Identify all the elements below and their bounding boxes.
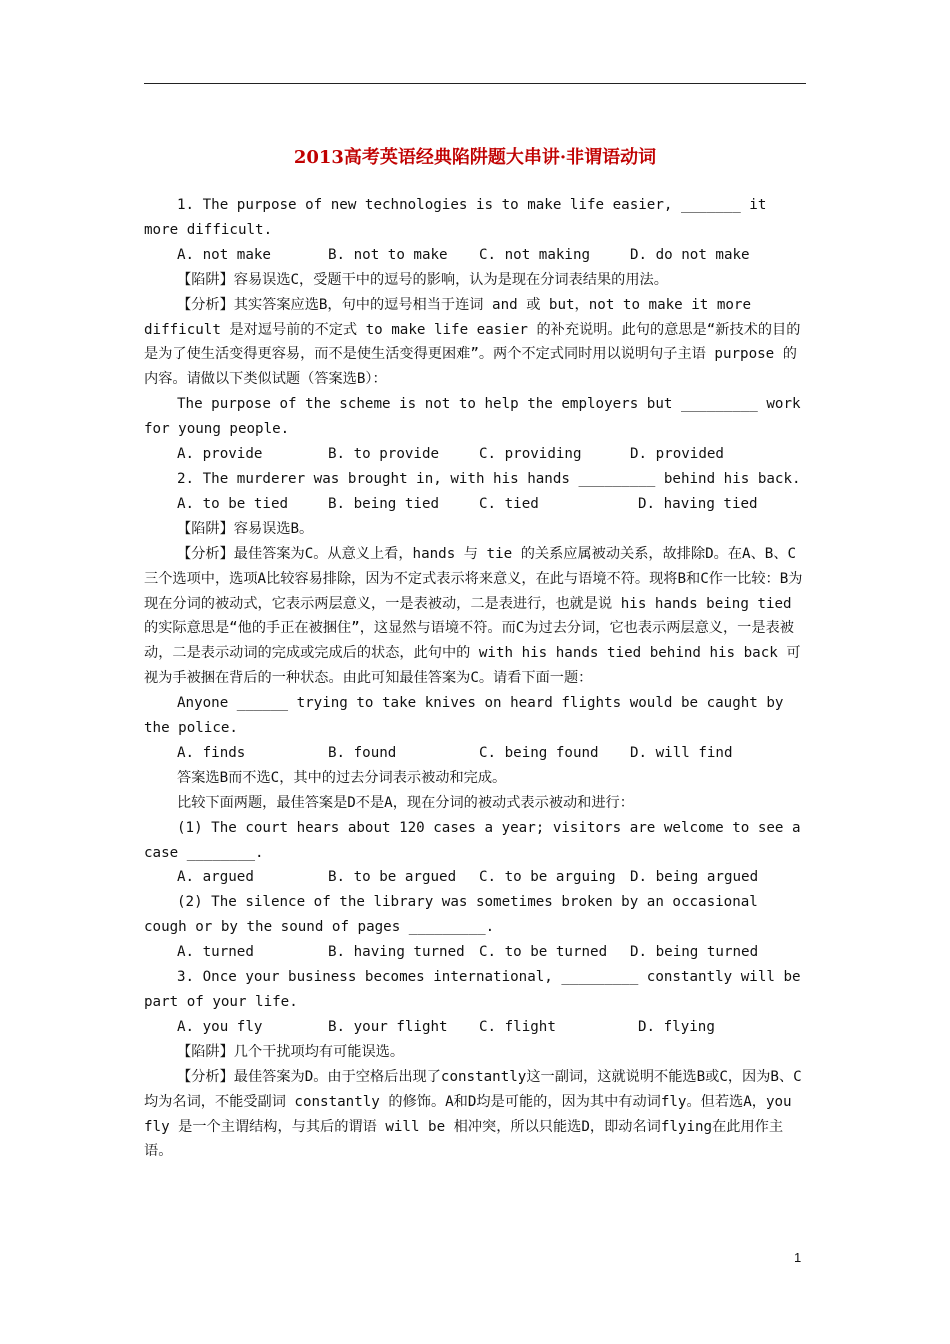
question-2-options — [144, 492, 806, 517]
q2-sub2-option-a: A. turned — [177, 944, 254, 961]
q1-option-c: C. not making — [479, 246, 591, 263]
page-title: 2013高考英语经典陷阱题大串讲·非谓语动词 — [293, 147, 657, 168]
q2s-option-c: C. being found — [479, 744, 599, 761]
q2s-option-a: A. finds — [177, 744, 246, 761]
q2s-option-b: B. found — [328, 744, 397, 761]
q1-option-a: A. not make — [177, 246, 271, 263]
q2-option-d: D. having tied — [638, 495, 758, 512]
q2-sub1-options — [144, 865, 806, 890]
q2-sub1-option-b: B. to be argued — [328, 869, 457, 886]
q2-option-a: A. to be tied — [177, 495, 289, 512]
q3-option-c: C. flight — [479, 1018, 556, 1035]
q3-trap: 【陷阱】几个干扰项均有可能误选。 — [177, 1043, 405, 1060]
q1-similar-stem: The purpose of the scheme is not to help the employers but _________ work for young people. — [144, 396, 801, 438]
q3-option-a: A. you fly — [177, 1018, 263, 1035]
q2-sub1-option-d: D. being argued — [630, 869, 759, 886]
q3-option-d: D. flying — [638, 1018, 715, 1035]
q2-compare-intro: 比较下面两题，最佳答案是D不是A，现在分词的被动式表示被动和进行： — [177, 794, 634, 811]
q2-sub2-stem: (2) The silence of the library was sometimes broken by an occasional cough or by the sound of pages _________. — [144, 894, 758, 936]
q2-sub2-option-c: C. to be turned — [479, 944, 608, 961]
page-number: 1 — [794, 1250, 802, 1265]
q2-note: 答案选B而不选C，其中的过去分词表示被动和完成。 — [177, 769, 507, 786]
q1s-option-a: A. provide — [177, 446, 263, 463]
q1-option-d: D. do not make — [630, 246, 750, 263]
q2-sub2-options — [144, 940, 806, 965]
q2-similar-stem: Anyone ______ trying to take knives on heard flights would be caught by the police. — [144, 695, 784, 737]
q2-option-c: C. tied — [479, 495, 539, 512]
q2-sub1-stem: (1) The court hears about 120 cases a year; visitors are welcome to see a case ________. — [144, 819, 801, 861]
q2-option-b: B. being tied — [328, 495, 440, 512]
q2-similar-options — [144, 741, 806, 766]
document-body — [144, 193, 806, 1164]
q1-trap: 【陷阱】容易误选C，受题干中的逗号的影响，认为是现在分词表结果的用法。 — [177, 271, 668, 288]
q3-option-b: B. your flight — [328, 1018, 448, 1035]
question-3-stem: 3. Once your business becomes international, _________ constantly will be part of your life. — [144, 969, 801, 1010]
q1-analysis: 【分析】其实答案应选B，句中的逗号相当于连词 and 或 but，not to make it more difficult 是对逗号前的不定式 to make life easier 的补充说明。此句的意思是“新技术的目的是为了使生活变得更容易，而不是使生活变得更困难”。两个不定式同时用以说明句子主语 purpose 的内容。请做以下类似试题（答案选B）： — [144, 296, 801, 388]
q2-sub1-option-c: C. to be arguing — [479, 869, 616, 886]
q2-sub2-option-b: B. having turned — [328, 944, 465, 961]
question-1-stem: 1. The purpose of new technologies is to make life easier, _______ it more difficult. — [144, 197, 767, 238]
question-2-stem: 2. The murderer was brought in, with his hands _________ behind his back. — [177, 470, 801, 487]
q1-similar-options — [144, 442, 806, 467]
question-3-options — [144, 1015, 806, 1040]
q2-analysis: 【分析】最佳答案为C。从意义上看，hands 与 tie 的关系应属被动关系，故排除D。在A、B、C三个选项中，选项A比较容易排除，因为不定式表示将来意义，在此与语境不符。现将B和C作一比较：B为现在分词的被动式，它表示两层意义，一是表被动，二是表进行，也就是说 his hands being tied 的实际意思是“他的手正在被捆住”，这显然与语境不符。而C为过去分词，它也表示两层意义，一是表被动，二是表示动词的完成或完成后的状态，此句中的 with his hands tied behind his back 可视为手被捆在背后的一种状态。由此可知最佳答案为C。请看下面一题： — [144, 545, 803, 687]
q2-sub2-option-d: D. being turned — [630, 944, 759, 961]
q1s-option-b: B. to provide — [328, 446, 440, 463]
q1s-option-c: C. providing — [479, 446, 582, 463]
q3-analysis: 【分析】最佳答案为D。由于空格后出现了constantly这一副词，这就说明不能选B或C，因为B、C均为名词，不能受副词 constantly 的修饰。A和D均是可能的，因为其中有动词fly。但若选A，you fly 是一个主谓结构，与其后的谓语 will be 相冲突，所以只能选D，即动名词flying在此用作主语。 — [144, 1068, 802, 1160]
q1-option-b: B. not to make — [328, 246, 448, 263]
q2-sub1-option-a: A. argued — [177, 869, 254, 886]
header-rule — [144, 83, 806, 84]
q2-trap: 【陷阱】容易误选B。 — [177, 520, 314, 537]
q1s-option-d: D. provided — [630, 446, 724, 463]
q2s-option-d: D. will find — [630, 744, 733, 761]
question-1-options — [144, 243, 806, 268]
